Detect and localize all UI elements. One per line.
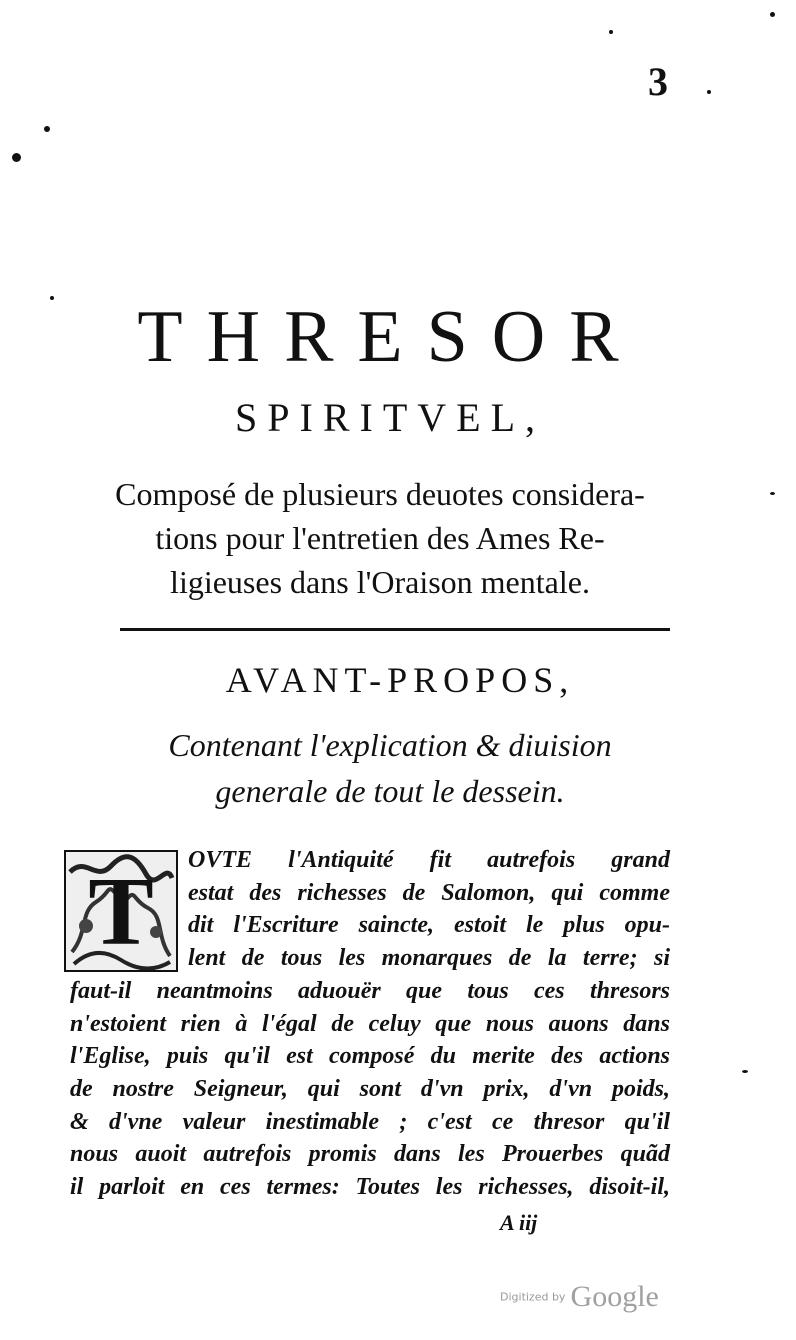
book-title: THRESOR [137, 296, 643, 378]
body-text [70, 844, 670, 1204]
body-line: lent de tous les monarques de la terre; si [188, 945, 670, 972]
page-number: 3 [648, 59, 668, 104]
scan-speck [50, 296, 54, 300]
body-line: n'estoient rien à l'égal de celuy que nous auons dans [70, 1010, 670, 1037]
body-line: estat des richesses de Salomon, qui comme [188, 879, 670, 906]
section-divider [120, 628, 670, 631]
body-line: OVTE l'Antiquité fit autrefois grand [188, 847, 670, 873]
digitization-watermark [500, 1280, 659, 1314]
watermark-brand: Google [570, 1280, 659, 1313]
scan-speck [770, 12, 775, 17]
body-line: dit l'Escriture saincte, estoit le plus opu- [188, 912, 670, 939]
section-subtitle-line: Contenant l'explication & diuision [168, 727, 612, 763]
watermark-prefix: Digitized by [500, 1290, 566, 1304]
title-description [70, 472, 690, 604]
drop-cap-letter: T [88, 858, 154, 966]
section-subtitle [80, 722, 700, 814]
body-line: l'Eglise, puis qu'il est composé du merite des actions [70, 1043, 670, 1070]
scan-speck [742, 1070, 748, 1073]
scan-speck [12, 153, 21, 162]
book-subtitle: SPIRITVEL, [235, 395, 545, 440]
body-line: nous auoit autrefois promis dans les Prouerbes quãd [70, 1141, 670, 1168]
catchword: A iij [500, 1210, 538, 1235]
section-title: AVANT-PROPOS, [225, 660, 575, 700]
scan-speck [44, 126, 50, 132]
description-line: ligieuses dans l'Oraison mentale. [170, 564, 590, 600]
scan-speck [609, 30, 613, 34]
body-line: faut-il neantmoins aduouër que tous ces thresors [70, 977, 670, 1004]
body-line: de nostre Seigneur, qui sont d'vn prix, d'vn poids, [70, 1075, 670, 1102]
description-line: Composé de plusieurs deuotes considera- [115, 476, 645, 512]
body-line: & d'vne valeur inestimable ; c'est ce thresor qu'il [70, 1108, 670, 1135]
body-line: il parloit en ces termes: Toutes les richesses, disoit-il, [70, 1174, 670, 1201]
scan-speck [707, 90, 711, 94]
description-line: tions pour l'entretien des Ames Re- [155, 520, 605, 556]
section-subtitle-line: generale de tout le dessein. [215, 773, 565, 809]
scan-speck [770, 492, 775, 495]
